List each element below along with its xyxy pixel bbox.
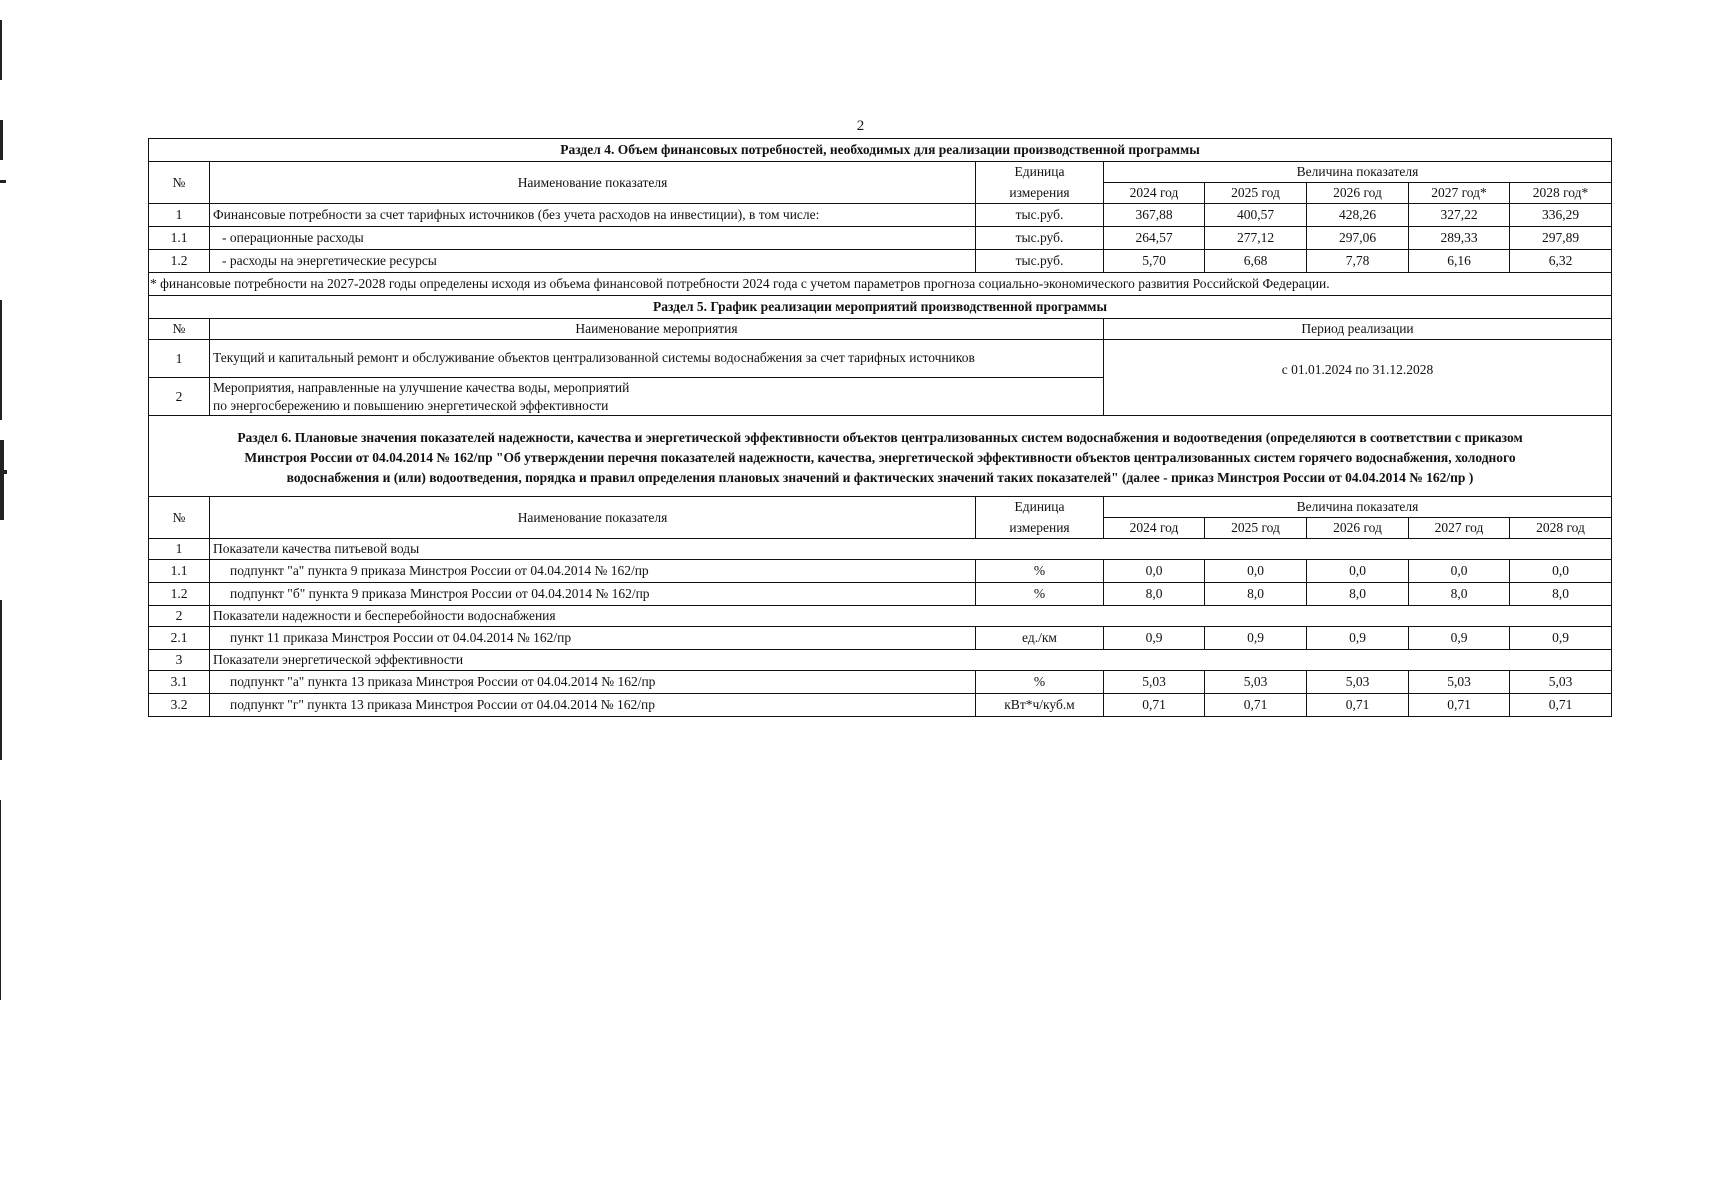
section4-footnote: * финансовые потребности на 2027-2028 годы определены исходя из объема финансовой потребности 2024 года с учетом параметров прогноза социально-экономического развития Российской Федерации. (149, 273, 1612, 296)
table-row-group (149, 539, 1612, 560)
section6-num-header: № (149, 497, 210, 539)
row-value: 0,9 (1510, 627, 1612, 650)
row-num: 1 (149, 204, 210, 227)
row-num: 1.2 (149, 583, 210, 606)
document-body (148, 138, 1611, 717)
section6-year-header: 2024 год (1104, 518, 1205, 539)
row-group-name: Показатели надежности и бесперебойности водоснабжения (210, 606, 1612, 627)
section6-year-header: 2026 год (1307, 518, 1409, 539)
row-num: 2 (149, 606, 210, 627)
section4-num-header: № (149, 162, 210, 204)
row-num: 1 (149, 539, 210, 560)
row-num: 1.1 (149, 227, 210, 250)
row-name: подпункт "а" пункта 9 приказа Минстроя России от 04.04.2014 № 162/пр (210, 560, 976, 583)
section6-year-header: 2027 год (1409, 518, 1510, 539)
row-value: 5,70 (1104, 250, 1205, 273)
section6-year-header: 2025 год (1205, 518, 1307, 539)
row-group-name: Показатели качества питьевой воды (210, 539, 1612, 560)
row-value: 0,71 (1510, 694, 1612, 717)
row-value: 428,26 (1307, 204, 1409, 227)
row-value: 0,71 (1307, 694, 1409, 717)
row-value: 0,0 (1510, 560, 1612, 583)
section4-year-header: 2027 год* (1409, 183, 1510, 204)
section6-title-line3: водоснабжения и (или) водоотведения, порядка и правил определения плановых значений и фактических значений таких показателей" (далее - приказ Минстроя России от 04.04.2014 № 162/пр ) (286, 470, 1474, 485)
row-value: 8,0 (1409, 583, 1510, 606)
section4-unit-header-line1: Единица (976, 162, 1104, 183)
page-number: 2 (856, 118, 865, 134)
row-name-line1: Мероприятия, направленные на улучшение качества воды, мероприятий (213, 379, 630, 395)
main-table (148, 138, 1612, 717)
row-value: 6,68 (1205, 250, 1307, 273)
table-row (149, 204, 1612, 227)
row-name: - расходы на энергетические ресурсы (210, 250, 976, 273)
row-num: 3 (149, 650, 210, 671)
row-value: 0,0 (1205, 560, 1307, 583)
section5-num-header: № (149, 319, 210, 340)
row-value: 264,57 (1104, 227, 1205, 250)
section4-unit-header-line2: измерения (976, 183, 1104, 204)
table-row (149, 627, 1612, 650)
row-unit: тыс.руб. (976, 204, 1104, 227)
row-unit: % (976, 583, 1104, 606)
row-name-line2: по энергосбережению и повышению энергетической эффективности (213, 397, 609, 413)
section6-title-line2: Минстроя России от 04.04.2014 № 162/пр "Об утверждении перечня показателей надежности, качества, энергетической эффективности объектов централизованных систем горячего водоснабжения, холодного (244, 450, 1516, 465)
table-row (149, 250, 1612, 273)
section4-year-header: 2028 год* (1510, 183, 1612, 204)
section6-year-header: 2028 год (1510, 518, 1612, 539)
row-value: 8,0 (1510, 583, 1612, 606)
row-value: 0,0 (1307, 560, 1409, 583)
section6-value-group-header: Величина показателя (1104, 497, 1612, 518)
row-num: 2.1 (149, 627, 210, 650)
section4-name-header: Наименование показателя (210, 162, 976, 204)
row-value: 0,0 (1409, 560, 1510, 583)
row-value: 0,9 (1205, 627, 1307, 650)
section4-year-header: 2024 год (1104, 183, 1205, 204)
row-value: 277,12 (1205, 227, 1307, 250)
row-num: 1.1 (149, 560, 210, 583)
section5-period: с 01.01.2024 по 31.12.2028 (1104, 340, 1612, 416)
row-value: 0,71 (1205, 694, 1307, 717)
row-group-name: Показатели энергетической эффективности (210, 650, 1612, 671)
row-unit: кВт*ч/куб.м (976, 694, 1104, 717)
section5-name-header: Наименование мероприятия (210, 319, 1104, 340)
section5-title: Раздел 5. График реализации мероприятий производственной программы (149, 296, 1612, 319)
row-unit: тыс.руб. (976, 250, 1104, 273)
row-unit: % (976, 671, 1104, 694)
table-row-group (149, 606, 1612, 627)
section6-name-header: Наименование показателя (210, 497, 976, 539)
row-name: подпункт "б" пункта 9 приказа Минстроя России от 04.04.2014 № 162/пр (210, 583, 976, 606)
row-name: подпункт "г" пункта 13 приказа Минстроя России от 04.04.2014 № 162/пр (210, 694, 976, 717)
row-name: пункт 11 приказа Минстроя России от 04.04.2014 № 162/пр (210, 627, 976, 650)
row-value: 297,89 (1510, 227, 1612, 250)
section6-title (149, 416, 1612, 497)
table-row (149, 694, 1612, 717)
row-value: 5,03 (1409, 671, 1510, 694)
section6-unit-header-line1: Единица (976, 497, 1104, 518)
row-value: 8,0 (1307, 583, 1409, 606)
scan-edge-artifact (0, 0, 8, 1200)
table-row (149, 560, 1612, 583)
row-value: 6,16 (1409, 250, 1510, 273)
row-num: 1 (149, 340, 210, 378)
row-num: 2 (149, 378, 210, 416)
row-num: 1.2 (149, 250, 210, 273)
row-value: 0,71 (1409, 694, 1510, 717)
section6-unit-header-line2: измерения (976, 518, 1104, 539)
row-value: 5,03 (1307, 671, 1409, 694)
table-row (149, 227, 1612, 250)
row-value: 0,9 (1409, 627, 1510, 650)
table-row (149, 671, 1612, 694)
row-unit: тыс.руб. (976, 227, 1104, 250)
section4-year-header: 2025 год (1205, 183, 1307, 204)
row-value: 6,32 (1510, 250, 1612, 273)
section4-year-header: 2026 год (1307, 183, 1409, 204)
table-row-group (149, 650, 1612, 671)
row-name: Текущий и капитальный ремонт и обслуживание объектов централизованной системы водоснабжения за счет тарифных источников (210, 340, 1104, 378)
row-value: 7,78 (1307, 250, 1409, 273)
section4-value-group-header: Величина показателя (1104, 162, 1612, 183)
row-num: 3.2 (149, 694, 210, 717)
row-name (210, 378, 1104, 416)
row-num: 3.1 (149, 671, 210, 694)
row-value: 367,88 (1104, 204, 1205, 227)
row-value: 400,57 (1205, 204, 1307, 227)
row-value: 289,33 (1409, 227, 1510, 250)
row-value: 5,03 (1510, 671, 1612, 694)
row-value: 8,0 (1104, 583, 1205, 606)
row-value: 5,03 (1104, 671, 1205, 694)
section6-title-line1: Раздел 6. Плановые значения показателей надежности, качества и энергетической эффективности объектов централизованных систем водоснабжения и водоотведения (определяются в соответствии с приказом (237, 430, 1523, 445)
row-value: 0,9 (1307, 627, 1409, 650)
row-value: 0,71 (1104, 694, 1205, 717)
section4-title: Раздел 4. Объем финансовых потребностей, необходимых для реализации производственной программы (149, 139, 1612, 162)
row-name: подпункт "а" пункта 13 приказа Минстроя России от 04.04.2014 № 162/пр (210, 671, 976, 694)
row-unit: ед./км (976, 627, 1104, 650)
row-value: 327,22 (1409, 204, 1510, 227)
table-row (149, 340, 1612, 378)
table-row (149, 583, 1612, 606)
section5-period-header: Период реализации (1104, 319, 1612, 340)
row-value: 297,06 (1307, 227, 1409, 250)
row-value: 336,29 (1510, 204, 1612, 227)
row-name: - операционные расходы (210, 227, 976, 250)
row-value: 8,0 (1205, 583, 1307, 606)
row-unit: % (976, 560, 1104, 583)
row-value: 5,03 (1205, 671, 1307, 694)
row-value: 0,9 (1104, 627, 1205, 650)
row-name: Финансовые потребности за счет тарифных источников (без учета расходов на инвестиции), в том числе: (210, 204, 976, 227)
row-value: 0,0 (1104, 560, 1205, 583)
